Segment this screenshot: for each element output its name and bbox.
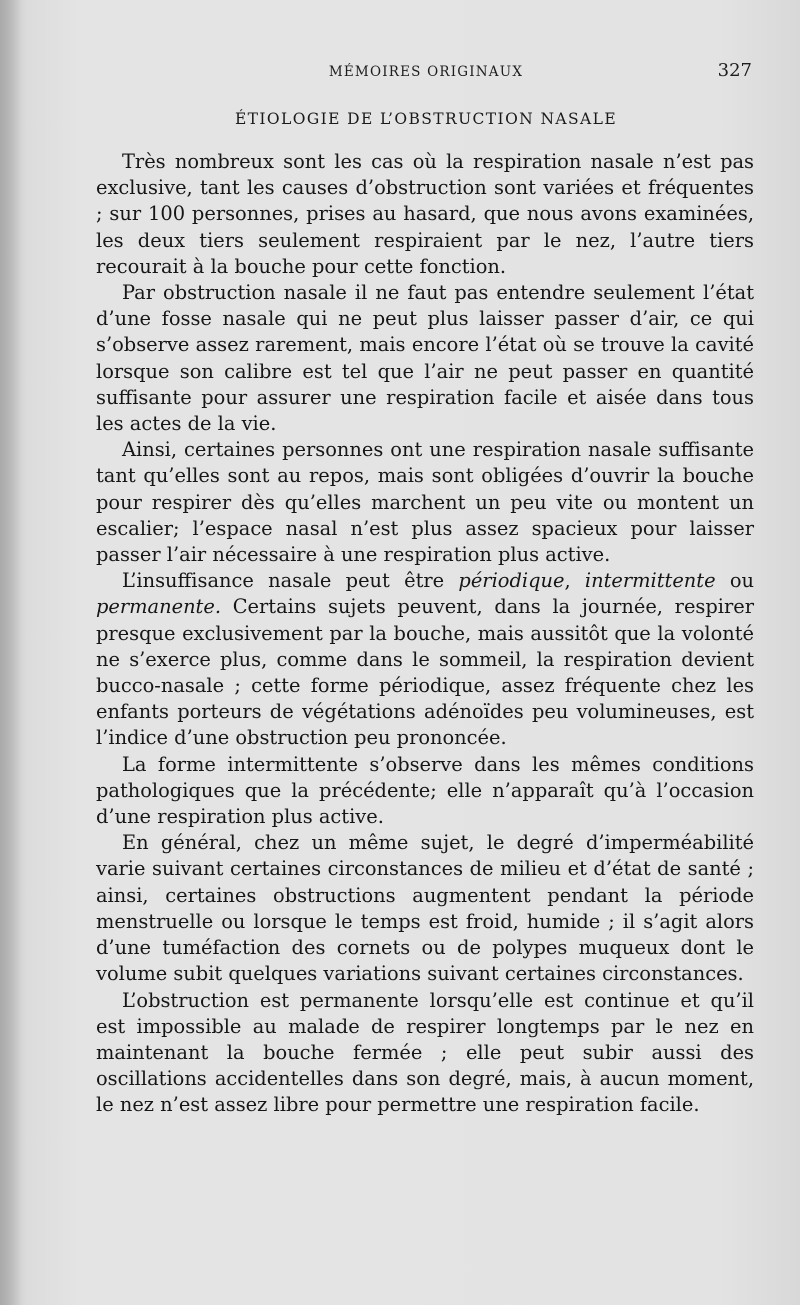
paragraph-6: En général, chez un même sujet, le degré d’imperméabilité varie suivant certaines circonstances de milieu et d’état de santé ; ainsi, certaines obstructions augmentent pendant la période menstruelle ou lorsque le temps est froid, humide ; il s’agit alors d’une tuméfaction des cornets ou de polypes muqueux dont le volume subit quelques variations suivant certaines circonstances.	[96, 831, 754, 986]
running-title: MÉMOIRES ORIGINAUX	[328, 64, 524, 80]
body-text	[96, 149, 754, 1119]
paragraph-5: La forme intermittente s’observe dans les mêmes conditions pathologiques que la précédente; elle n’apparaît qu’à l’occasion d’une respiration plus active.	[96, 752, 754, 829]
running-head	[96, 58, 756, 84]
section-title: ÉTIOLOGIE DE L’OBSTRUCTION NASALE	[234, 110, 618, 128]
paragraph-4-sep2: ou	[715, 569, 755, 593]
binding-shadow	[0, 0, 22, 1305]
paragraph-4-lead: L’insuffisance nasale peut être	[122, 569, 459, 593]
term-intermittente: intermittente	[584, 569, 716, 593]
paragraph-4-sep1: ,	[564, 569, 585, 593]
paragraph-2: Par obstruction nasale il ne faut pas entendre seulement l’état d’une fosse nasale qui ne peut plus laisser passer d’air, ce qui s’observe assez rarement, mais encore l’état où se trouve la cavité lorsque son calibre est tel que l’air ne peut passer en quantité suffisante pour assurer une respiration facile et aisée dans tous les actes de la vie.	[96, 281, 754, 436]
paragraph-4	[96, 568, 754, 751]
paragraph-4-rest: Certains sujets peuvent, dans la journée, respirer presque exclusivement par la bouche, mais aussitôt que la volonté ne s’exerce plus, comme dans le sommeil, la respiration devient bucco-nasale ; cette forme périodique, assez fréquente chez les enfants porteurs de végétations adénoïdes peu volumineuses, est l’indice d’une obstruction peu prononcée.	[96, 595, 754, 750]
paragraph-7: L’obstruction est permanente lorsqu’elle est continue et qu’il est impossible au malade de respirer longtemps par le nez en maintenant la bouche fermée ; elle peut subir aussi des oscillations accidentelles dans son degré, mais, à aucun moment, le nez n’est assez libre pour permettre une respiration facile.	[96, 988, 754, 1117]
page-number: 327	[717, 60, 752, 81]
paragraph-3: Ainsi, certaines personnes ont une respiration nasale suffisante tant qu’elles sont au repos, mais sont obligées d’ouvrir la bouche pour respirer dès qu’elles marchent un peu vite ou montent un escalier; l’espace nasal n’est plus assez spacieux pour laisser passer l’air nécessaire à une respiration plus active.	[96, 438, 754, 567]
term-permanente: permanente.	[96, 595, 221, 619]
paragraph-1: Très nombreux sont les cas où la respiration nasale n’est pas exclusive, tant les causes d’obstruction sont variées et fréquentes ; sur 100 personnes, prises au hasard, que nous avons examinées, les deux tiers seulement respiraient par le nez, l’autre tiers recourait à la bouche pour cette fonction.	[96, 150, 754, 278]
term-periodique: périodique	[458, 569, 565, 593]
